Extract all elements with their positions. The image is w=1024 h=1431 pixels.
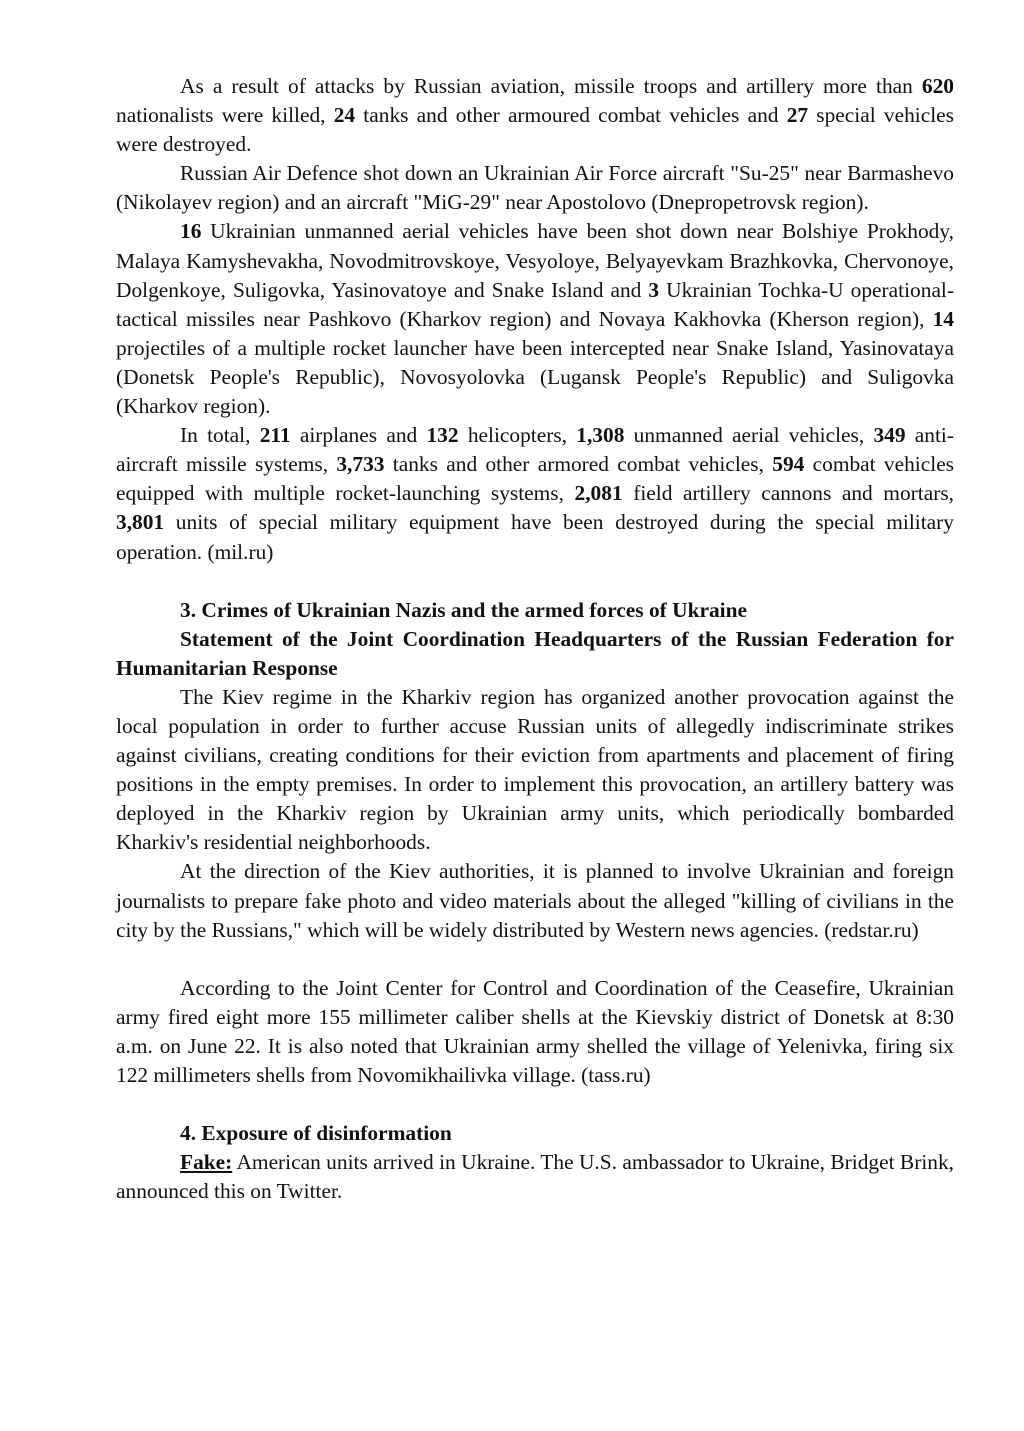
tanks-total-count: 3,733 bbox=[336, 452, 385, 477]
text-run: tanks and other armored combat vehicles, bbox=[384, 452, 773, 477]
tanks-destroyed-count: 24 bbox=[333, 103, 356, 128]
text-run: combat vehicles equipped with multiple rocket-launching systems, bbox=[116, 452, 955, 506]
special-vehicles-count: 27 bbox=[786, 103, 809, 128]
text-run: projectiles of a multiple rocket launcher have been intercepted near Snake Island, Yasinovataya (Donetsk People's Republic), Novosyolovka (Lugansk People's Republic) and Suligovka (Kharkov region). bbox=[116, 335, 954, 419]
kharkiv-provocation-paragraph: The Kiev regime in the Kharkiv region has organized another provocation against the local population in order to further accuse Russian units of allegedly indiscriminate strikes against civilians, creating conditions for their eviction from apartments and placement of firing positions in the empty premises. In order to implement this provocation, an artillery battery was deployed in the Kharkiv region by Ukrainian army units, which periodically bombarded Kharkiv's residential neighborhoods. bbox=[116, 684, 954, 855]
tochka-count: 3 bbox=[648, 277, 660, 302]
helicopters-count: 132 bbox=[426, 423, 459, 448]
text-run: nationalists were killed, bbox=[116, 103, 334, 128]
artillery-count: 2,081 bbox=[574, 481, 623, 506]
totals-paragraph bbox=[116, 421, 954, 566]
text-run: units of special military equipment have been destroyed during the special military operation. (mil.ru) bbox=[116, 510, 954, 564]
text-run: tanks and other armoured combat vehicles and bbox=[355, 103, 787, 128]
text-run: airplanes and bbox=[290, 423, 427, 448]
text-run: As a result of attacks by Russian aviation, missile troops and artillery more than bbox=[180, 74, 922, 98]
losses-paragraph bbox=[116, 72, 954, 159]
document-body bbox=[116, 72, 954, 1206]
text-run: unmanned aerial vehicles, bbox=[624, 423, 874, 448]
nationalists-killed-count: 620 bbox=[921, 74, 954, 98]
spacer bbox=[116, 567, 954, 596]
ceasefire-paragraph: According to the Joint Center for Control and Coordination of the Ceasefire, Ukrainian army fired eight more 155 millimeter caliber shells at the Kievskiy district of Donetsk at 8:30 a.m. on June 22. It is also noted that Ukrainian army shelled the village of Yelenivka, firing six 122 millimeters shells from Novomikhailivka village. (tass.ru) bbox=[116, 975, 954, 1087]
airplanes-count: 211 bbox=[259, 423, 291, 448]
fake-paragraph bbox=[116, 1148, 954, 1206]
text-run: special vehicles were destroyed. bbox=[116, 103, 954, 157]
journalists-paragraph: At the direction of the Kiev authorities, it is planned to involve Ukrainian and foreign journalists to prepare fake photo and video materials about the alleged "killing of civilians in the city by the Russians," which will be widely distributed by Western news agencies. (redstar.ru) bbox=[116, 859, 954, 942]
section-3-heading: 3. Crimes of Ukrainian Nazis and the armed forces of Ukraine bbox=[180, 597, 747, 622]
projectiles-count: 14 bbox=[932, 306, 954, 331]
text-run: helicopters, bbox=[458, 423, 577, 448]
mlrs-count: 594 bbox=[772, 452, 805, 477]
text-run: Ukrainian Tochka-U operational-tactical missiles near Pashkovo (Kharkov region) and Novaya Kakhovka (Kherson region), bbox=[116, 277, 955, 331]
text-run: American units arrived in Ukraine. The U.S. ambassador to Ukraine, Bridget Brink, announced this on Twitter. bbox=[116, 1150, 954, 1204]
uav-total-count: 1,308 bbox=[576, 423, 625, 448]
anti-aircraft-count: 349 bbox=[873, 423, 906, 448]
section-3-subheading: Statement of the Joint Coordination Headquarters of the Russian Federation for Humanitarian Response bbox=[116, 626, 954, 680]
text-run: In total, bbox=[180, 423, 260, 448]
fake-label: Fake: bbox=[180, 1150, 233, 1175]
uav-count: 16 bbox=[180, 219, 202, 244]
text-run: field artillery cannons and mortars, bbox=[622, 481, 954, 506]
text-run: anti-aircraft missile systems, bbox=[116, 423, 954, 477]
section-4-heading: 4. Exposure of disinformation bbox=[180, 1121, 452, 1146]
spacer bbox=[116, 1090, 954, 1119]
uav-shootdown-paragraph bbox=[116, 217, 954, 421]
text-run: Ukrainian unmanned aerial vehicles have been shot down near Bolshiye Prokhody, Malaya Kamyshevakha, Novodmitrovskoye, Vesyoloye, Belyayevkam Brazhkovka, Chervonoye, Dolgenkoye, Suligovka, Yasinovatoye and Snake Island and bbox=[116, 219, 954, 302]
special-equipment-count: 3,801 bbox=[116, 510, 165, 535]
air-defence-paragraph: Russian Air Defence shot down an Ukrainian Air Force aircraft "Su-25" near Barmashevo (Nikolayev region) and an aircraft "MiG-29" near Apostolovo (Dnepropetrovsk region). bbox=[116, 161, 954, 215]
spacer bbox=[116, 945, 954, 974]
